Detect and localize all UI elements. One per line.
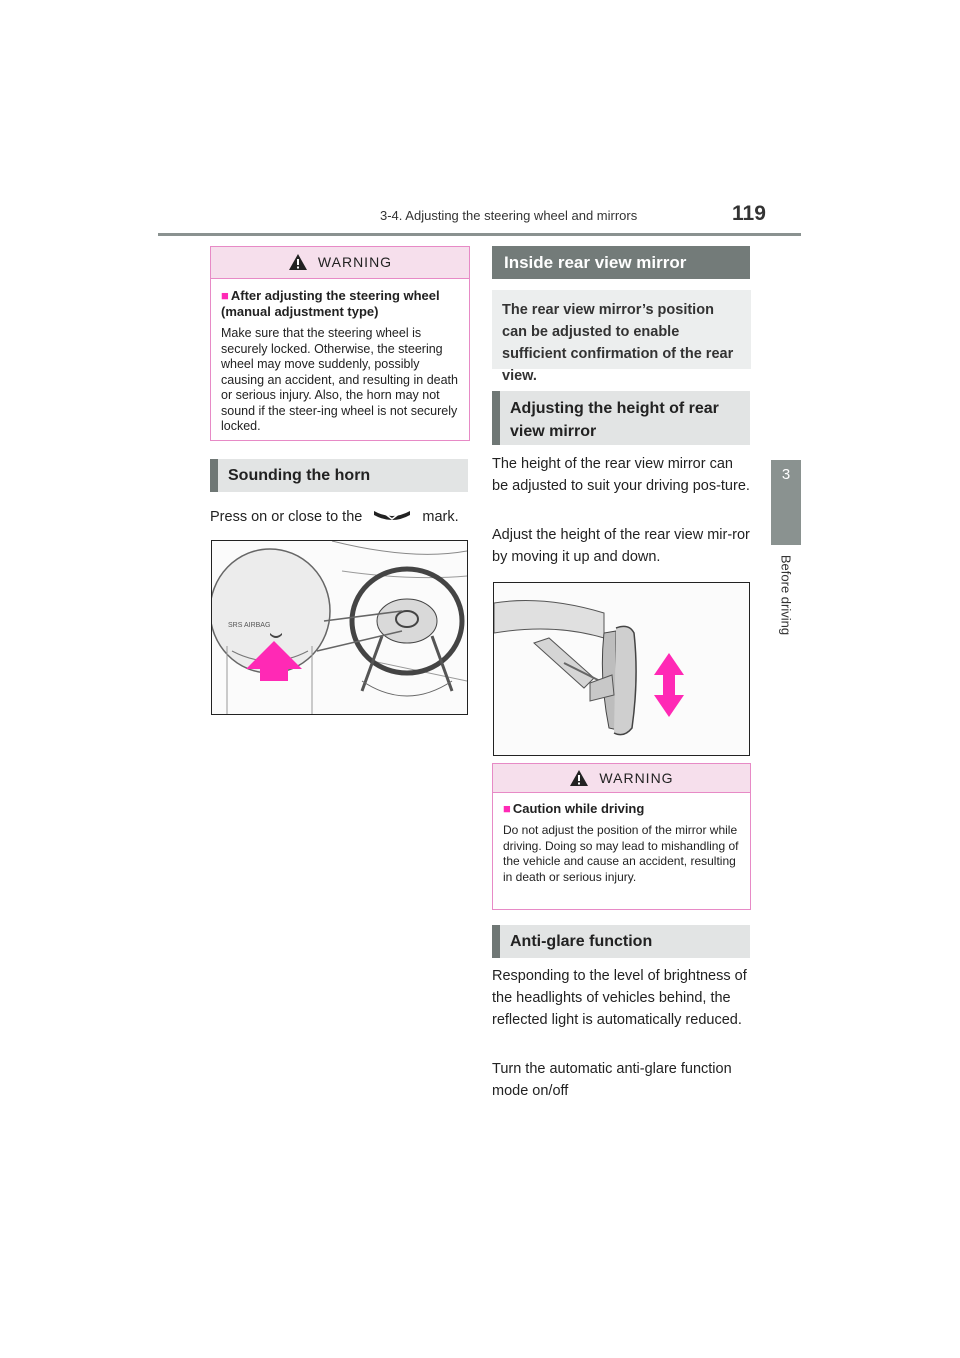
horn-heading-text: Sounding the horn bbox=[228, 467, 371, 484]
warning-subheading-text: After adjusting the steering wheel (manual adjustment type) bbox=[221, 288, 440, 319]
header-title: 3-4. Adjusting the steering wheel and mirrors bbox=[380, 208, 638, 223]
warning-header bbox=[493, 764, 750, 793]
page-number: 119 bbox=[732, 202, 766, 225]
mirror-illustration bbox=[494, 583, 749, 755]
warning-body: Do not adjust the position of the mirror while driving. Doing so may lead to mishandling of the vehicle and cause an accident, resulting in death or serious injury. bbox=[503, 823, 739, 884]
height-heading-text: Adjusting the height of rear view mirror bbox=[510, 400, 719, 440]
mirror-heading bbox=[492, 246, 750, 279]
warning-triangle-icon bbox=[569, 769, 589, 787]
warning-subheading bbox=[503, 801, 740, 817]
warning-header bbox=[211, 247, 469, 279]
horn-figure bbox=[211, 540, 468, 715]
antiglare-text-1: Responding to the level of brightness of the headlights of vehicles behind, the reflected light is automatically reduced. bbox=[492, 968, 747, 1028]
header-rule bbox=[158, 233, 801, 236]
antiglare-text-2: Turn the automatic anti-glare function mode on/off bbox=[492, 1061, 732, 1099]
bullet-square-icon: ■ bbox=[503, 801, 511, 816]
chapter-number: 3 bbox=[781, 466, 791, 483]
height-heading bbox=[492, 391, 750, 445]
horn-text-after: mark. bbox=[422, 509, 459, 525]
warning-triangle-icon bbox=[288, 253, 308, 271]
horn-instruction bbox=[210, 506, 468, 528]
height-text-2: Adjust the height of the rear view mir-ror by moving it up and down. bbox=[492, 527, 750, 565]
horn-illustration bbox=[212, 541, 467, 714]
antiglare-heading-text: Anti-glare function bbox=[510, 933, 653, 950]
horn-text-before: Press on or close to the bbox=[210, 509, 363, 525]
mirror-figure bbox=[493, 582, 750, 756]
warning-subheading bbox=[221, 288, 459, 320]
mirror-intro-box bbox=[492, 290, 751, 384]
warning-subheading-text: Caution while driving bbox=[512, 801, 645, 816]
mirror-warning-box bbox=[492, 763, 751, 910]
horn-heading bbox=[210, 459, 468, 492]
airbag-label: SRS AIRBAG bbox=[228, 622, 271, 629]
warning-title: WARNING bbox=[599, 770, 674, 786]
horn-mark-icon bbox=[372, 506, 412, 524]
steering-warning-box bbox=[210, 246, 470, 441]
height-text-1: The height of the rear view mirror can be adjusted to suit your driving pos-ture. bbox=[492, 456, 750, 494]
mirror-heading-text: Inside rear view mirror bbox=[504, 253, 687, 272]
mirror-intro-text: The rear view mirror’s position can be adjusted to enable sufficient confirmation of the rear view. bbox=[502, 302, 734, 384]
chapter-label: Before driving bbox=[778, 554, 794, 636]
warning-title: WARNING bbox=[317, 254, 393, 270]
antiglare-heading bbox=[492, 925, 750, 958]
warning-body: Make sure that the steering wheel is securely locked. Otherwise, the steering wheel may move suddenly, possibly causing an accident, and resulting in death or serious injury. Also, the horn may not sound if the steer-ing wheel is not securely locked. bbox=[221, 326, 458, 433]
bullet-square-icon: ■ bbox=[221, 288, 229, 303]
